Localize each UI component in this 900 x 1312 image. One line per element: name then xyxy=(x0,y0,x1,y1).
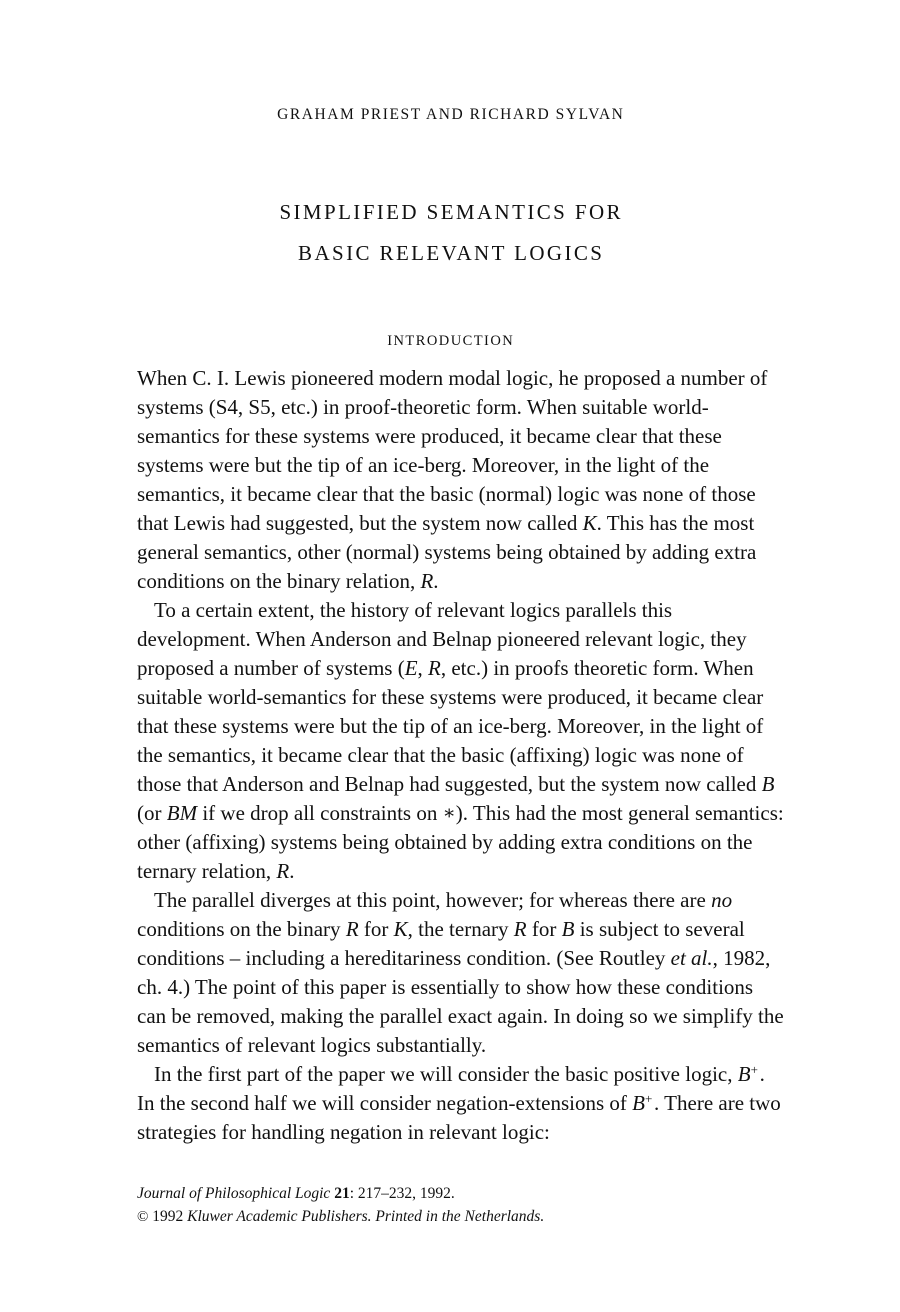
paragraph-2: To a certain extent, the history of relevant logics parallels this development. When Anderson and Belnap pioneered relevant logic, they proposed a number of systems (E, R, etc.) in proofs theoretic form. When suitable world-semantics for these systems were produced, it became clear that these systems were but the tip of an ice-berg. Moreover, in the light of the semantics, it became clear that the basic (affixing) logic was none of those that Anderson and Belnap had suggested, but the system now called B (or BM if we drop all constraints on ∗). This had the most general semantics: other (affixing) systems being obtained by adding extra conditions on the ternary relation, R. xyxy=(137,598,784,884)
title-line-2: BASIC RELEVANT LOGICS xyxy=(298,241,605,265)
author-line: GRAHAM PRIEST AND RICHARD SYLVAN xyxy=(277,106,625,123)
footer-publisher: Kluwer Academic Publishers. Printed in the Netherlands. xyxy=(187,1208,545,1225)
journal-footer xyxy=(137,1182,797,1229)
footer-journal-name: Journal of Philosophical Logic xyxy=(137,1185,331,1202)
paragraph-1: When C. I. Lewis pioneered modern modal logic, he proposed a number of systems (S4, S5, etc.) in proof-theoretic form. When suitable world-semantics for these systems were produced, it became clear that these systems were but the tip of an ice-berg. Moreover, in the light of the semantics, it became clear that the basic (normal) logic was none of those that Lewis had suggested, but the system now called K. This has the most general semantics, other (normal) systems being obtained by adding extra conditions on the binary relation, R. xyxy=(137,366,768,593)
paragraph-4: In the first part of the paper we will consider the basic positive logic, B+ . In the second half we will consider negation-extensions of B+ . There are two strategies for handling negation in relevant logic: xyxy=(137,1062,781,1145)
footer-pages-year: : 217–232, 1992. xyxy=(349,1185,455,1202)
page-title xyxy=(0,192,900,274)
copyright-icon: © xyxy=(137,1209,149,1225)
section-heading-introduction: INTRODUCTION xyxy=(387,333,515,349)
paragraph-3: The parallel diverges at this point, however; for whereas there are no conditions on the binary R for K, the ternary R for B is subject to several conditions – including a hereditariness condition. (See Routley et al., 1982, ch. 4.) The point of this paper is essentially to show how these conditions can be removed, making the parallel exact again. In doing so we simplify the semantics of relevant logics substantially. xyxy=(137,888,784,1058)
title-line-1: SIMPLIFIED SEMANTICS FOR xyxy=(279,200,623,224)
footer-copyright-year: 1992 xyxy=(152,1208,184,1225)
footer-volume: 21 xyxy=(334,1185,350,1202)
footer-citation-line xyxy=(137,1182,797,1205)
footer-copyright-line xyxy=(137,1205,797,1229)
body-text-column xyxy=(137,364,785,1147)
